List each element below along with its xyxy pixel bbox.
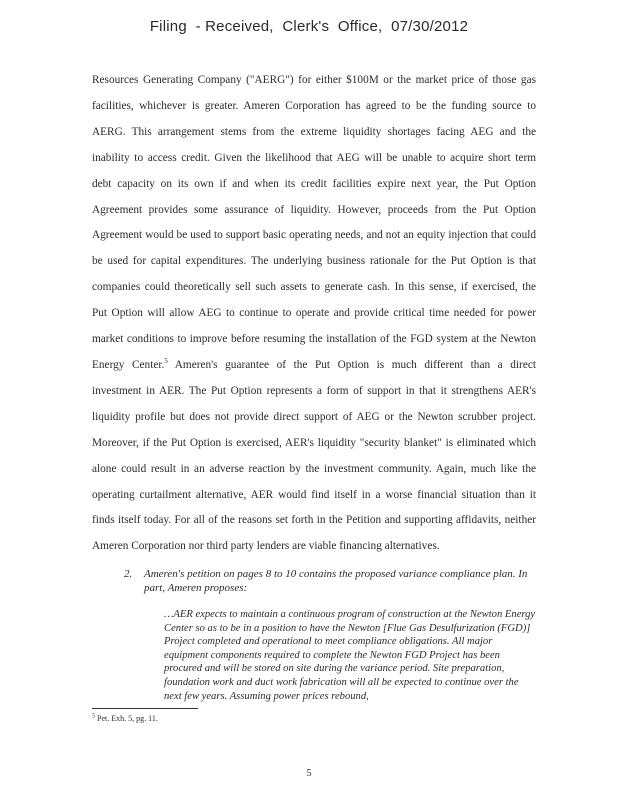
- body-line: Moreover, if the Put Option is exercised, AER's liquidity "security blanket" is eliminated which: [92, 436, 536, 449]
- body-line: facilities, whichever is greater. Ameren Corporation has agreed to be the funding source to: [92, 99, 536, 112]
- body-line: operating curtailment alternative, AER would find itself in a worse financial situation than it: [92, 488, 536, 501]
- footnote-reference[interactable]: 5: [164, 357, 168, 366]
- body-line: Put Option will allow AEG to continue to operate and provide critical time needed for power: [92, 307, 536, 320]
- body-line-last: Ameren Corporation nor third party lenders are viable financing alternatives.: [92, 540, 440, 553]
- item-number: 2.: [124, 568, 133, 580]
- footnote-text: Pet. Exh. 5, pg. 11.: [95, 714, 158, 723]
- body-line: market conditions to improve before resuming the installation of the FGD system at the Newton: [92, 333, 536, 346]
- filing-stamp: Filing - Received, Clerk's Office, 07/30/2012: [149, 18, 469, 35]
- body-line: investment in AER. The Put Option represents a form of support in that it strengthens AER's: [92, 384, 536, 397]
- body-line: alone could result in an adverse reaction by the investment community. Again, much like the: [92, 462, 536, 475]
- item-text: Ameren's petition on pages 8 to 10 contains the proposed variance compliance plan. In part, Ameren proposes:: [144, 568, 528, 594]
- body-line: Resources Generating Company ("AERG") for either $100M or the market price of those gas: [92, 74, 536, 86]
- body-line: AERG. This arrangement stems from the extreme liquidity shortages facing AEG and the: [92, 125, 536, 138]
- footnote-marker: 5: [92, 713, 95, 720]
- body-line: Agreement would be used to support basic operating needs, and not an equity injection that could: [92, 229, 536, 242]
- body-line: companies could theoretically sell such assets to generate cash. In this sense, if exercised, the: [92, 281, 536, 294]
- body-line-text: Energy Center.: [92, 358, 165, 371]
- page-number: 5: [306, 768, 312, 779]
- body-line: debt capacity on its own if and when its credit facilities expire next year, the Put Option: [92, 177, 536, 190]
- body-line: liquidity profile but does not provide direct support of AEG or the Newton scrubber project.: [92, 410, 536, 423]
- body-line-with-footnote: [92, 353, 536, 379]
- footnote-divider: [92, 708, 198, 709]
- body-line: finds itself today. For all of the reasons set forth in the Petition and supporting affidavits, neither: [92, 514, 536, 527]
- block-quote: …AER expects to maintain a continuous program of construction at the Newton Energy Center so as to be in a position to have the Newton [Flue Gas Desulfurization (FGD)] Project completed and operational to meet compliance obligations. All major equipment components required to complete the Newton FGD Project has been procured and will be stored on site during the variance period. Site preparation, foundation work and duct work fabrication will all be expected to continue over the next few years. Assuming power prices rebound,: [164, 609, 536, 702]
- footnote: [92, 714, 158, 724]
- body-line: be used for capital expenditures. The underlying business rationale for the Put Option is that: [92, 255, 536, 268]
- body-line-text: Ameren's guarantee of the Put Option is much different than a direct: [167, 358, 536, 371]
- numbered-item: [124, 568, 536, 595]
- body-paragraph: [92, 68, 536, 560]
- body-line: inability to access credit. Given the likelihood that AEG will be unable to acquire short term: [92, 151, 536, 164]
- body-line: Agreement provides some assurance of liquidity. However, proceeds from the Put Option: [92, 203, 536, 216]
